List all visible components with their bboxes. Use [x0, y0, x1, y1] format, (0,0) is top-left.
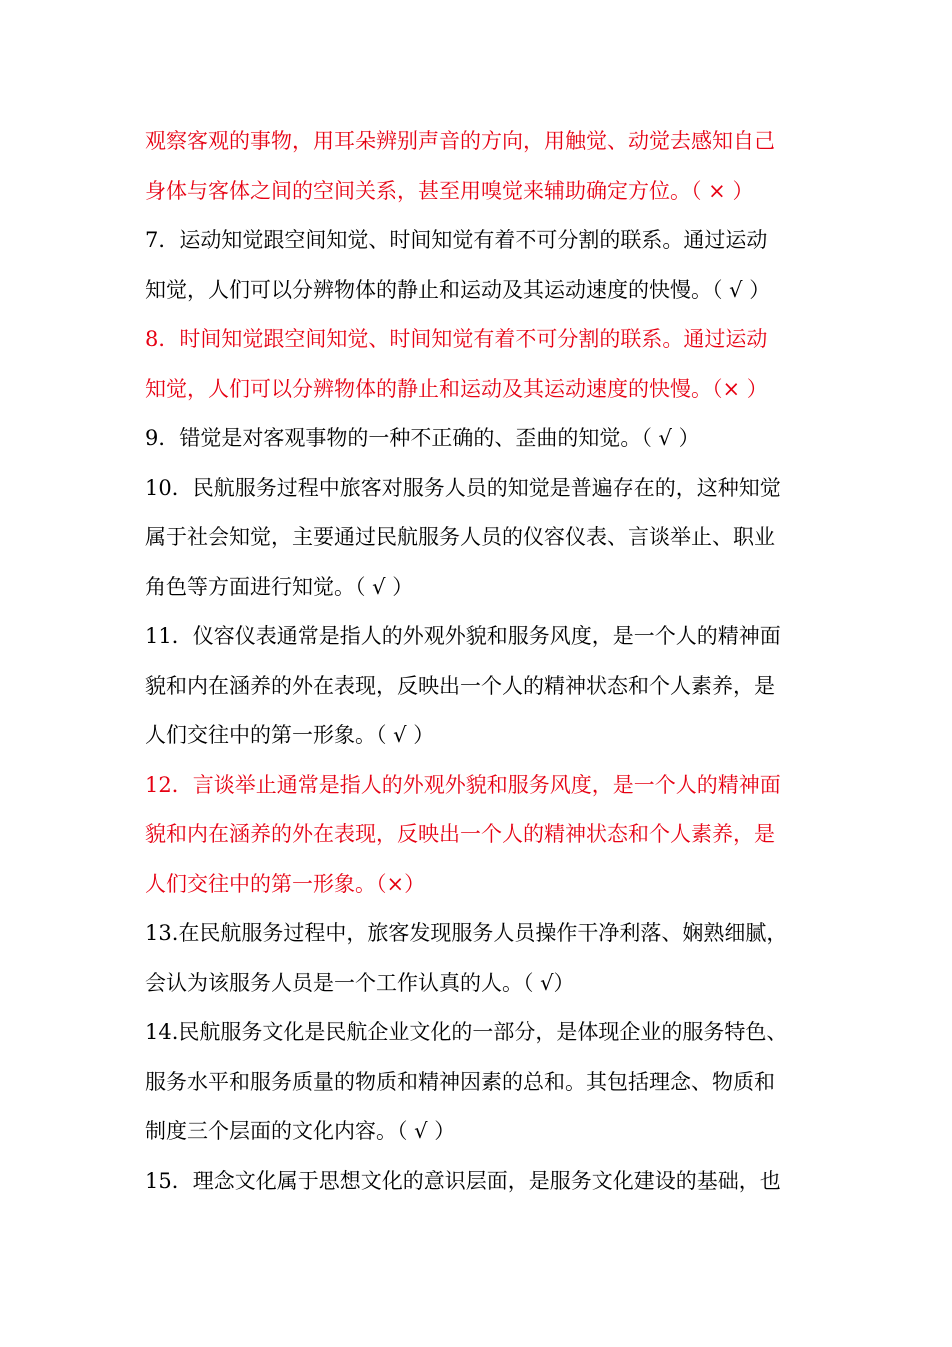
text-line: 貌和内在涵养的外在表现，反映出一个人的精神状态和个人素养，是	[145, 822, 775, 846]
text-line: 会认为该服务人员是一个工作认真的人。（ √）	[145, 970, 575, 995]
text-line: 人们交往中的第一形象。（×）	[145, 871, 426, 896]
text-line: 制度三个层面的文化内容。（ √ ）	[145, 1119, 456, 1143]
text-line: 11．仪容仪表通常是指人的外观外貌和服务风度，是一个人的精神面	[145, 624, 781, 648]
text-line: 12．言谈举止通常是指人的外观外貌和服务风度，是一个人的精神面	[145, 772, 781, 797]
text-line: 8．时间知觉跟空间知觉、时间知觉有着不可分割的联系。通过运动	[145, 327, 768, 351]
text-line: 13.在民航服务过程中，旅客发现服务人员操作干净利落、娴熟细腻，	[145, 921, 788, 945]
text-line: 15．理念文化属于思想文化的意识层面，是服务文化建设的基础，也	[145, 1168, 781, 1193]
text-line: 知觉，人们可以分辨物体的静止和运动及其运动速度的快慢。（ √ ）	[145, 277, 771, 302]
text-line: 貌和内在涵养的外在表现，反映出一个人的精神状态和个人素养，是	[145, 673, 775, 698]
text-line: 属于社会知觉，主要通过民航服务人员的仪容仪表、言谈举止、职业	[145, 525, 775, 549]
text-line: 角色等方面进行知觉。（ √ ）	[145, 574, 414, 599]
text-line: 10．民航服务过程中旅客对服务人员的知觉是普遍存在的，这种知觉	[145, 475, 781, 500]
text-line: 服务水平和服务质量的物质和精神因素的总和。其包括理念、物质和	[145, 1069, 775, 1094]
document-body	[145, 117, 815, 1206]
text-line: 人们交往中的第一形象。（ √ ）	[145, 723, 435, 747]
text-line: 7．运动知觉跟空间知觉、时间知觉有着不可分割的联系。通过运动	[145, 228, 768, 252]
text-line: 9．错觉是对客观事物的一种不正确的、歪曲的知觉。（ √ ）	[145, 426, 700, 450]
text-line: 14.民航服务文化是民航企业文化的一部分，是体现企业的服务特色、	[145, 1020, 788, 1044]
text-line: 身体与客体之间的空间关系，甚至用嗅觉来辅助确定方位。（ × ）	[145, 178, 754, 203]
text-line: 知觉，人们可以分辨物体的静止和运动及其运动速度的快慢。（× ）	[145, 376, 768, 401]
text-line: 观察客观的事物，用耳朵辨别声音的方向，用触觉、动觉去感知自己	[145, 129, 775, 153]
